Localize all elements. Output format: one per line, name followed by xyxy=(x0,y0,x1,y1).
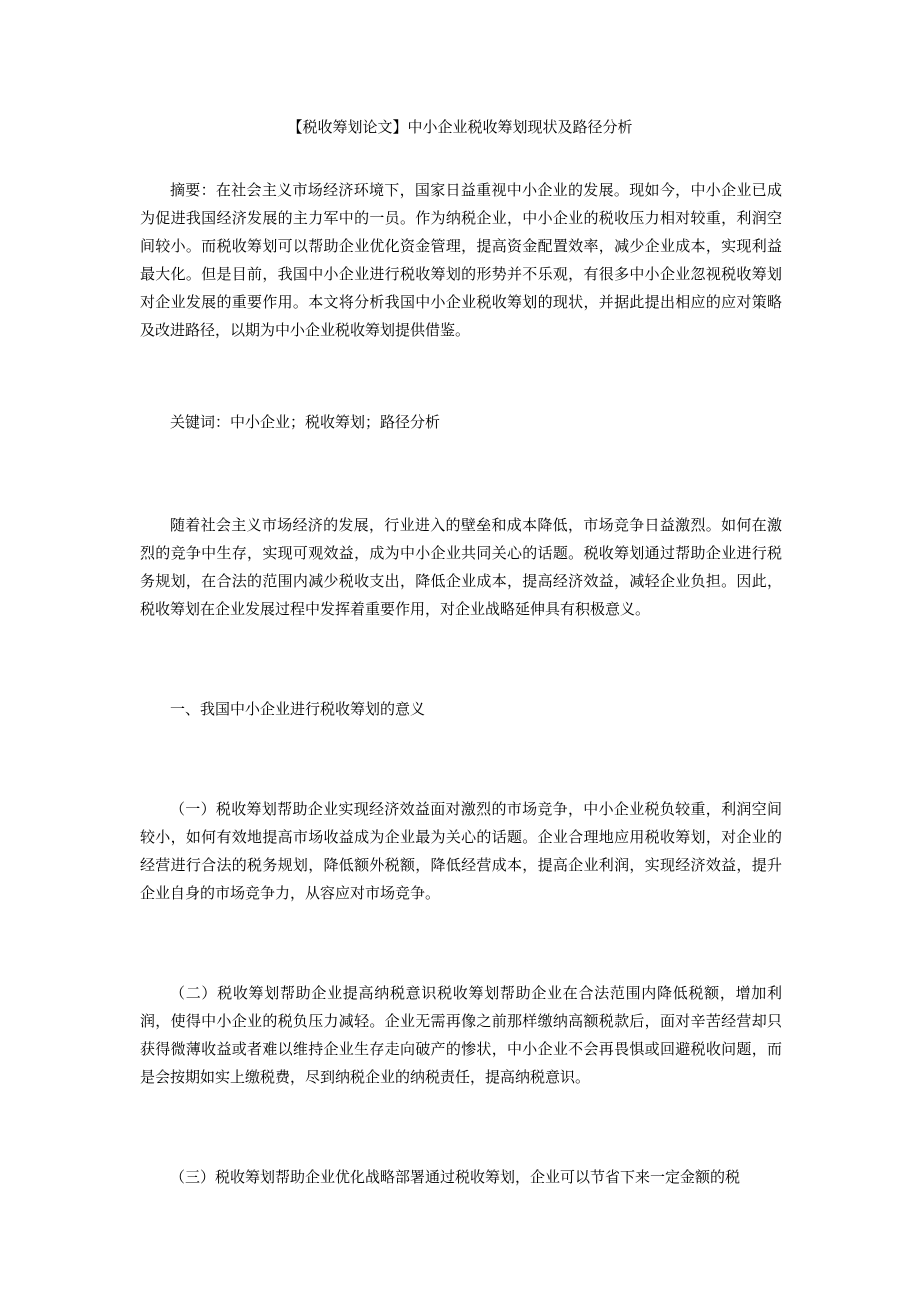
section-heading-1: 一、我国中小企业进行税收筹划的意义 xyxy=(170,700,426,718)
section-item-1: （一）税收筹划帮助企业实现经济效益面对激烈的市场竞争，中小企业税负较重，利润空间较小，如何有效地提高市场收益成为企业最为关心的话题。企业合理地应用税收筹划，对企业的经营进行合法的税务规划，降低额外税额，降低经营成本，提高企业利润，实现经济效益，提升企业自身的市场竞争力，从容应对市场竞争。 xyxy=(140,800,782,902)
keywords-line: 关键词：中小企业；税收筹划；路径分析 xyxy=(170,413,441,431)
section-item-2: （二）税收筹划帮助企业提高纳税意识税收筹划帮助企业在合法范围内降低税额，增加利润，使得中小企业的税负压力减轻。企业无需再像之前那样缴纳高额税款后，面对辛苦经营却只获得微薄收益或者难以维持企业生存走向破产的惨状，中小企业不会再畏惧或回避税收问题，而是会按期如实上缴税费，尽到纳税企业的纳税责任，提高纳税意识。 xyxy=(140,984,782,1086)
section-item-3: （三）税收筹划帮助企业优化战略部署通过税收筹划，企业可以节省下来一定金额的税 xyxy=(170,1168,741,1186)
abstract-paragraph: 摘要：在社会主义市场经济环境下，国家日益重视中小企业的发展。现如今，中小企业已成为促进我国经济发展的主力军中的一员。作为纳税企业，中小企业的税收压力相对较重，利润空间较小。而税收筹划可以帮助企业优化资金管理，提高资金配置效率，减少企业成本，实现利益最大化。但是目前，我国中小企业进行税收筹划的形势并不乐观，有很多中小企业忽视税收筹划对企业发展的重要作用。本文将分析我国中小企业税收筹划的现状，并据此提出相应的应对策略及改进路径，以期为中小企业税收筹划提供借鉴。 xyxy=(140,181,782,339)
document-title: 【税收筹划论文】中小企业税收筹划现状及路径分析 xyxy=(287,118,633,136)
intro-paragraph: 随着社会主义市场经济的发展，行业进入的壁垒和成本降低，市场竞争日益激烈。如何在激烈的竞争中生存，实现可观效益，成为中小企业共同关心的话题。税收筹划通过帮助企业进行税务规划，在合法的范围内减少税收支出，降低企业成本，提高经济效益，减轻企业负担。因此，税收筹划在企业发展过程中发挥着重要作用，对企业战略延伸具有积极意义。 xyxy=(140,516,782,618)
